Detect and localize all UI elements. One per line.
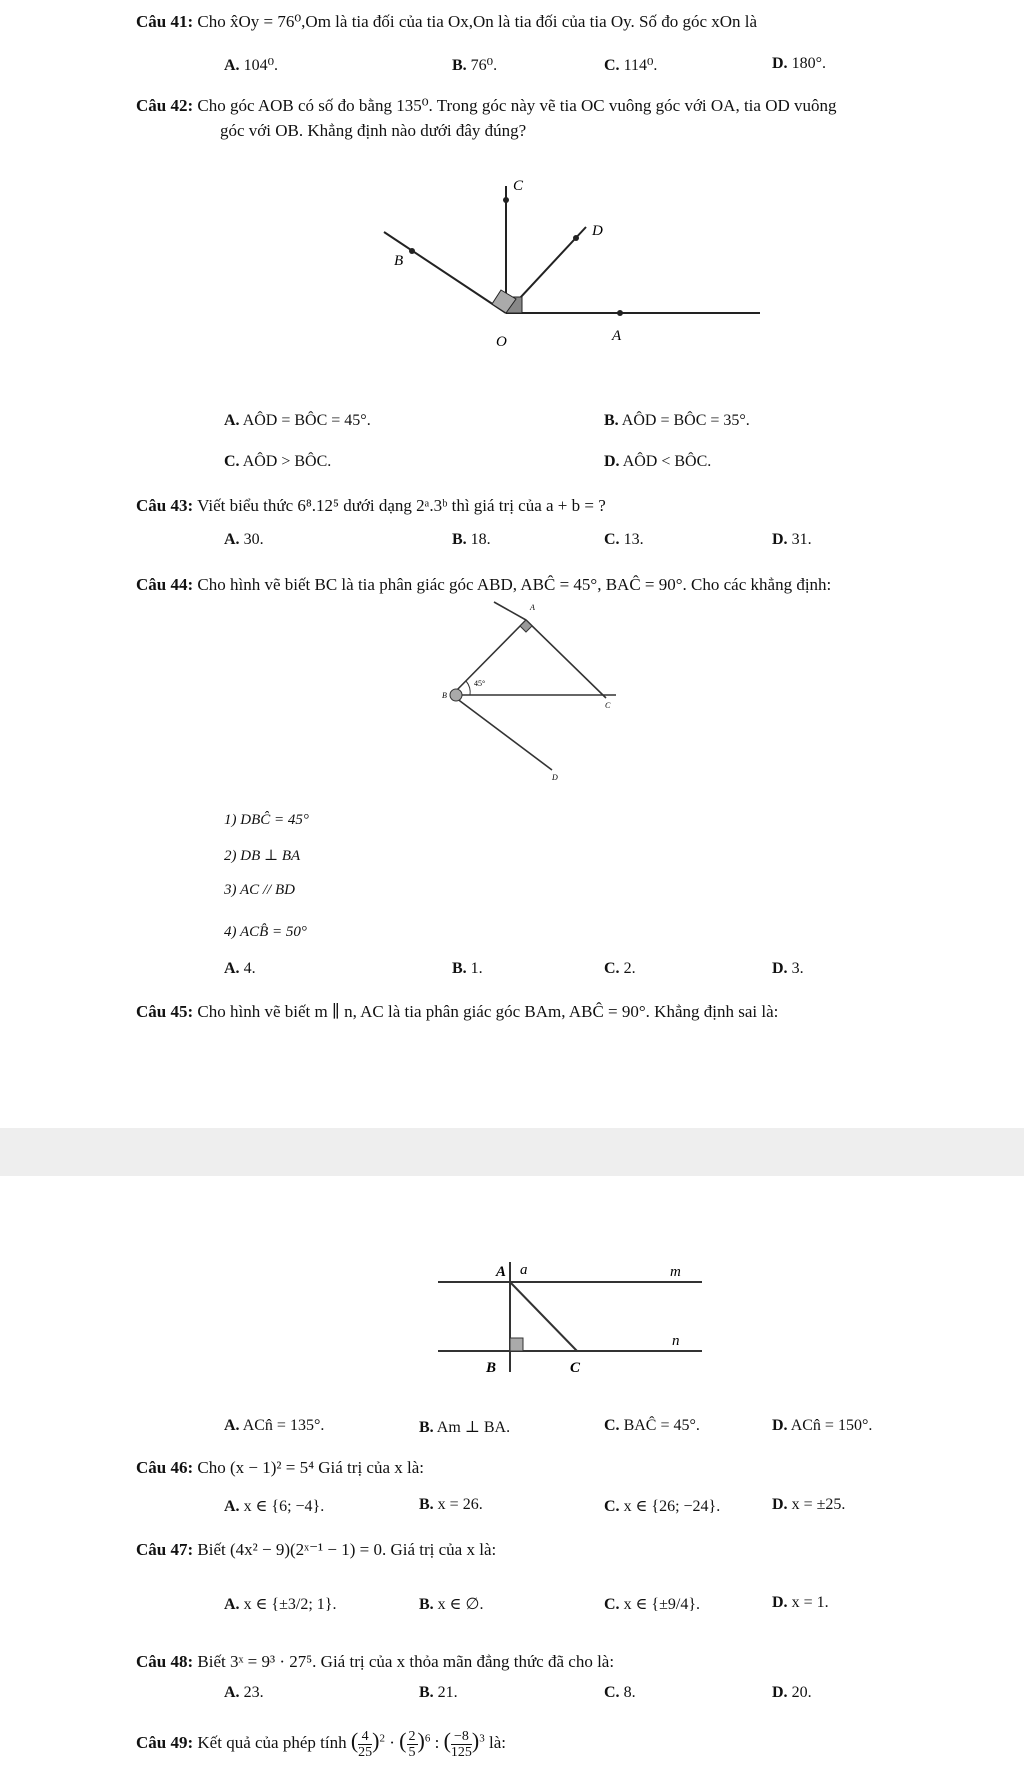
page-1	[34, 0, 1024, 1128]
option-label: A.	[224, 412, 240, 429]
option-label: D.	[772, 1684, 788, 1701]
option-label: B.	[419, 1419, 434, 1436]
angle-arc	[466, 681, 470, 695]
option-label: A.	[224, 531, 240, 548]
q42-option-a[interactable]	[224, 412, 371, 430]
q49-number: Câu 49:	[136, 1733, 194, 1752]
q46-option-b[interactable]	[419, 1496, 483, 1514]
q49-text: Kết quả của phép tính	[197, 1733, 347, 1752]
label-o: O	[496, 334, 507, 350]
fraction-3-numerator: −8	[451, 1729, 472, 1745]
option-value: x ∈ {26; −24}.	[623, 1498, 721, 1515]
q46-text: Cho (x − 1)² = 5⁴ Giá trị của x là:	[197, 1458, 425, 1477]
option-label: B.	[452, 531, 467, 548]
q42-option-b[interactable]	[604, 412, 750, 430]
option-value: Am ⊥ BA.	[436, 1419, 511, 1436]
option-label: D.	[772, 55, 788, 72]
q43-number: Câu 43:	[136, 496, 194, 515]
label-d: D	[592, 223, 603, 239]
q41-number: Câu 41:	[136, 12, 194, 31]
angle-mark	[450, 689, 462, 701]
option-value: 30.	[243, 531, 264, 548]
q48-option-b[interactable]	[419, 1684, 458, 1702]
q46-number: Câu 46:	[136, 1458, 194, 1477]
q45-text: Cho hình vẽ biết m ∥ n, AC là tia phân giác góc BAm, ABĈ = 90°. Khẳng định sai là:	[197, 1002, 779, 1021]
option-label: B.	[419, 1496, 434, 1513]
q44-option-b[interactable]	[452, 960, 483, 978]
q45-option-b[interactable]	[419, 1417, 510, 1437]
q44-figure	[444, 600, 684, 790]
q44-number: Câu 44:	[136, 575, 194, 594]
option-value: BAĈ = 45°.	[623, 1417, 700, 1434]
question-46	[136, 1458, 424, 1478]
option-value: ACn̂ = 135°.	[242, 1417, 325, 1434]
option-value: 2.	[623, 960, 636, 977]
option-value: 180°.	[791, 55, 826, 72]
point-b	[409, 248, 415, 254]
question-49: Câu 49: Kết quả của phép tính ( $\frac{4}{25}$ )$^2$ · ( $\frac{2}{5}$ )$^6$ : ( $\frac{-8}{125}$ )$^3$ là:	[136, 1728, 506, 1760]
page-gap	[0, 1128, 1024, 1176]
option-value: x = 1.	[791, 1594, 829, 1611]
label-m: m	[670, 1264, 681, 1280]
q44-option-c[interactable]	[604, 960, 636, 978]
q42-option-c[interactable]	[224, 453, 331, 471]
q43-option-d[interactable]	[772, 531, 812, 549]
option-value: 8.	[623, 1684, 636, 1701]
fraction-1	[358, 1729, 372, 1760]
option-label: A.	[224, 1498, 240, 1515]
option-value: 21.	[437, 1684, 458, 1701]
fraction-2-numerator: 2	[408, 1728, 416, 1744]
option-value: 76⁰.	[470, 57, 498, 74]
q45-option-a[interactable]	[224, 1417, 324, 1435]
q47-text: Biết (4x² − 9)(2ˣ⁻¹ − 1) = 0. Giá trị của x là:	[197, 1540, 497, 1559]
q48-option-a[interactable]	[224, 1684, 264, 1702]
q47-option-d[interactable]	[772, 1594, 829, 1612]
q46-option-a[interactable]	[224, 1496, 324, 1516]
option-label: A.	[224, 960, 240, 977]
q43-option-a[interactable]	[224, 531, 264, 549]
q47-number: Câu 47:	[136, 1540, 194, 1559]
label-c: C	[513, 178, 524, 194]
q47-option-b[interactable]	[419, 1594, 483, 1614]
option-label: C.	[604, 1417, 620, 1434]
q44-option-d[interactable]	[772, 960, 804, 978]
q45-option-c[interactable]	[604, 1417, 700, 1435]
question-47	[136, 1540, 496, 1560]
label-n: n	[672, 1333, 680, 1349]
option-label: C.	[604, 1498, 620, 1515]
q45-option-d[interactable]	[772, 1417, 872, 1435]
q41-option-d[interactable]	[772, 55, 826, 73]
segment-ab	[452, 620, 526, 695]
option-value: 3.	[791, 960, 804, 977]
option-value: x = 26.	[437, 1496, 483, 1513]
option-value: 20.	[791, 1684, 812, 1701]
q44-option-a[interactable]	[224, 960, 256, 978]
option-label: A.	[224, 1684, 240, 1701]
option-value: AÔD < BÔC.	[622, 453, 712, 470]
question-41	[136, 12, 757, 32]
ray-ob	[384, 232, 506, 313]
q45-number: Câu 45:	[136, 1002, 194, 1021]
label-a-point: A	[496, 1264, 507, 1280]
fraction-2	[407, 1729, 418, 1760]
option-label: A.	[224, 1417, 240, 1434]
option-label: D.	[772, 1594, 788, 1611]
q44-statement-3: 3) AC // BD	[224, 882, 295, 898]
option-value: 4.	[243, 960, 256, 977]
q42-number: Câu 42:	[136, 96, 194, 115]
fraction-1-numerator: 4	[358, 1729, 372, 1745]
label-b: B	[442, 691, 447, 700]
q42-text: Cho góc AOB có số đo bằng 135⁰. Trong góc này vẽ tia OC vuông góc với OA, tia OD vuông	[197, 96, 837, 115]
label-a: A	[530, 603, 535, 612]
q48-text: Biết 3ˣ = 9³ · 27⁵. Giá trị của x thỏa mãn đẳng thức đã cho là:	[197, 1652, 615, 1671]
label-c: C	[605, 701, 611, 710]
option-label: A.	[224, 57, 240, 74]
angle-label: 45°	[474, 679, 486, 688]
option-value: ACn̂ = 150°.	[790, 1417, 873, 1434]
exponent-1: 2	[379, 1732, 385, 1745]
q41-option-a[interactable]	[224, 55, 278, 75]
page-2	[34, 1176, 1024, 1773]
q43-option-c[interactable]	[604, 531, 644, 549]
q42-figure	[364, 160, 764, 390]
option-label: C.	[604, 1684, 620, 1701]
exponent-3: 3	[479, 1732, 485, 1745]
option-label: A.	[224, 1596, 240, 1613]
option-value: 13.	[623, 531, 644, 548]
option-value: 114⁰.	[623, 57, 658, 74]
option-label: B.	[452, 57, 467, 74]
option-value: 104⁰.	[243, 57, 278, 74]
q48-number: Câu 48:	[136, 1652, 194, 1671]
q41-option-c[interactable]	[604, 55, 657, 75]
label-c: C	[570, 1360, 581, 1376]
q41-option-b[interactable]	[452, 55, 497, 75]
option-value: 18.	[470, 531, 491, 548]
option-value: 31.	[791, 531, 812, 548]
q44-statement-2: 2) DB ⊥ BA	[224, 848, 301, 864]
segment-ac	[526, 620, 606, 698]
option-value: 23.	[243, 1684, 264, 1701]
q47-option-a[interactable]	[224, 1594, 336, 1614]
option-value: x ∈ {±3/2; 1}.	[243, 1596, 337, 1613]
label-a-line: a	[520, 1262, 528, 1278]
option-label: D.	[772, 960, 788, 977]
option-value: x ∈ {±9/4}.	[623, 1596, 700, 1613]
q44-statement-1: 1) DBĈ = 45°	[224, 812, 309, 828]
label-b: B	[486, 1360, 497, 1376]
point-c	[503, 197, 509, 203]
question-43	[136, 496, 606, 516]
option-value: AÔD = BÔC = 45°.	[242, 412, 371, 429]
right-angle-mark	[510, 1338, 523, 1351]
question-45	[136, 1002, 778, 1022]
option-value: x ∈ {6; −4}.	[243, 1498, 325, 1515]
option-label: C.	[604, 57, 620, 74]
q44-text: Cho hình vẽ biết BC là tia phân giác góc ABD, ABĈ = 45°, BAĈ = 90°. Cho các khẳng định:	[197, 575, 832, 594]
fraction-2-denominator: 5	[408, 1744, 416, 1760]
question-42	[136, 96, 837, 116]
q43-option-b[interactable]	[452, 531, 491, 549]
option-label: C.	[604, 531, 620, 548]
option-label: D.	[772, 1417, 788, 1434]
label-a: A	[612, 328, 622, 344]
q41-text: Cho x̂Oy = 76⁰,Om là tia đối của tia Ox,On là tia đối của tia Oy. Số đo góc xOn là	[197, 12, 758, 31]
q45-figure	[434, 1252, 714, 1382]
ray-a-ext	[494, 602, 526, 620]
option-label: D.	[772, 1496, 788, 1513]
fraction-3-denominator: 125	[450, 1744, 472, 1760]
label-b: B	[394, 253, 404, 269]
option-label: B.	[452, 960, 467, 977]
option-label: B.	[419, 1684, 434, 1701]
option-label: C.	[604, 960, 620, 977]
q48-option-d[interactable]	[772, 1684, 812, 1702]
option-value: x = ±25.	[791, 1496, 846, 1513]
q44-statement-4: 4) ACB̂ = 50°	[224, 924, 307, 940]
q46-option-d[interactable]	[772, 1496, 845, 1514]
option-value: x ∈ ∅.	[437, 1596, 484, 1613]
q47-option-c[interactable]	[604, 1594, 700, 1614]
q42-text-line2: góc với OB. Khẳng định nào dưới đây đúng?	[220, 121, 527, 140]
option-label: B.	[604, 412, 619, 429]
option-value: AÔD > BÔC.	[242, 453, 332, 470]
fraction-3	[451, 1729, 472, 1760]
question-44	[136, 575, 831, 595]
exponent-2: 6	[424, 1732, 431, 1745]
q46-option-c[interactable]	[604, 1496, 720, 1516]
option-label: B.	[419, 1596, 434, 1613]
question-48	[136, 1652, 614, 1672]
point-d	[573, 235, 579, 241]
q43-text: Viết biểu thức 6⁸.12⁵ dưới dạng 2ᵃ.3ᵇ thì giá trị của a + b = ?	[197, 496, 606, 515]
option-label: D.	[772, 531, 788, 548]
option-label: C.	[604, 1596, 620, 1613]
label-d: D	[552, 773, 558, 782]
option-label: C.	[224, 453, 240, 470]
option-value: 1.	[470, 960, 483, 977]
option-label: D.	[604, 453, 620, 470]
point-a	[617, 310, 623, 316]
fraction-1-denominator: 25	[358, 1744, 373, 1760]
option-value: AÔD = BÔC = 35°.	[621, 412, 750, 429]
q49-tail: là:	[488, 1733, 506, 1752]
right-angle-mark	[520, 620, 532, 632]
q48-option-c[interactable]	[604, 1684, 636, 1702]
ray-bd	[452, 695, 552, 770]
q42-option-d[interactable]	[604, 453, 711, 471]
